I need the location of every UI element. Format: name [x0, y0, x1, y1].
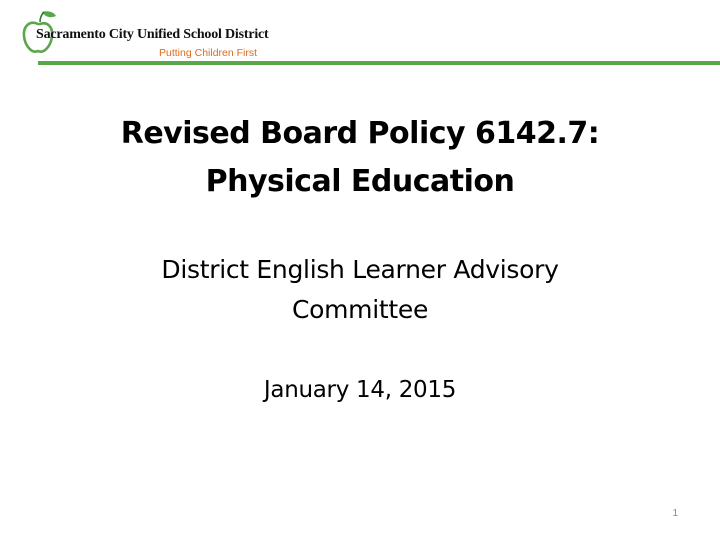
header-divider — [38, 61, 720, 65]
presentation-date: January 14, 2015 — [263, 377, 457, 403]
slide-subtitle-line-2: Committee — [291, 295, 429, 324]
district-header — [0, 0, 720, 70]
slide-subtitle-line-1: District English Learner Advisory — [161, 255, 559, 284]
organization-tagline: Putting Children First — [159, 47, 258, 59]
slide-title-line-2: Physical Education — [205, 164, 515, 199]
slide-subtitle — [0, 250, 720, 330]
organization-name: Sacramento City Unified School District — [36, 27, 269, 42]
slide-title — [0, 110, 720, 206]
slide-title-line-1: Revised Board Policy 6142.7: — [120, 116, 600, 151]
slide-number: 1 — [672, 508, 678, 519]
